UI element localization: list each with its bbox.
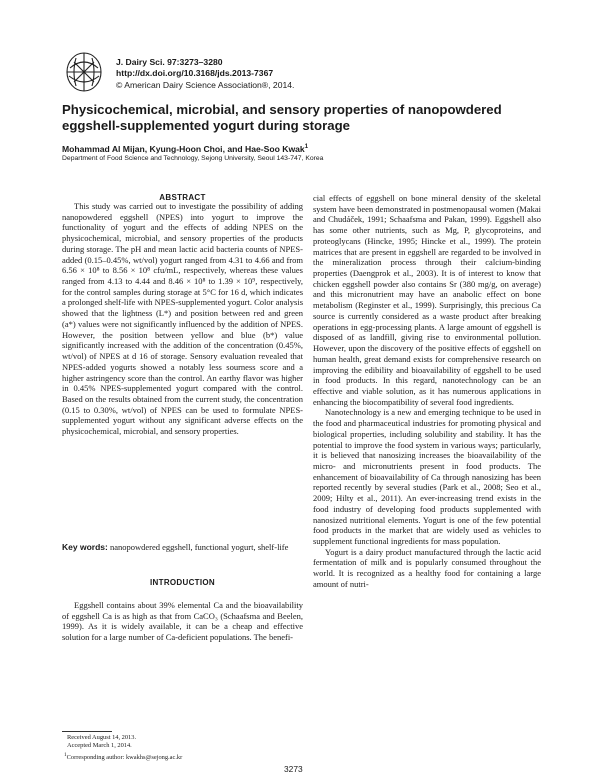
- right-column: [313, 193, 541, 590]
- corresponding-text: Corresponding author: kwakhs@sejong.ac.kr: [66, 753, 183, 761]
- introduction-body: [62, 600, 303, 643]
- page-number: 3273: [284, 764, 303, 774]
- accepted-date: Accepted March 1, 2014.: [67, 742, 132, 750]
- right-paragraph-2: Nanotechnology is a new and emerging technique to be used in the food and pharmaceutical industries for promoting physical and biological properties, including solubility and stability. It has the potential to improve the food system in various ways; particularly, it is believed that nanosizing increases the bioavailability of the micro- and micronutrients present in food products. The enhancement of bioavailability of Ca through nanosizing has been reported recently by several studies (Park et al., 2008; Seo et al., 2009; Hilty et al., 2011). An ever-increasing trend exists in the food industry of developing food products supplemented with nanosized nutritional elements. Yogurt is one of the few potential food products in the market that are widely used as vehicles to supplement functional ingredients for mass population.: [313, 407, 541, 546]
- keywords: [62, 542, 303, 553]
- journal-logo: [62, 50, 106, 94]
- abstract-body: [62, 201, 303, 437]
- corresponding-mark: 1: [64, 751, 67, 758]
- received-date: Received August 14, 2013.: [67, 734, 137, 741]
- keywords-text: nanopowdered eggshell, functional yogurt, shelf-life: [109, 542, 289, 552]
- right-paragraph-3: Yogurt is a dairy product manufactured through the lactic acid fermentation of milk and is popularly consumed throughout the world. It is recognized as a healthy food for containing a large amount of nutri-: [313, 546, 541, 589]
- authors: [62, 144, 308, 154]
- doi-link[interactable]: http://dx.doi.org/10.3168/jds.2013-7367: [116, 68, 274, 79]
- author-names: Mohammad Al Mijan, Kyung-Hoon Choi, and Hae-Soo Kwak: [62, 144, 305, 154]
- keywords-label: Key words:: [62, 542, 108, 552]
- citation-block: [116, 57, 294, 91]
- abstract-heading: ABSTRACT: [159, 193, 206, 202]
- corresponding-author: [62, 751, 182, 763]
- right-paragraph-1: cial effects of eggshell on bone mineral density of the skeletal system have been demonstrated in postmenopausal women (Makai and Chudáček, 1991; Schaafsma and Pakan, 1999). Eggshell also has some other nutrients, such as Mg, P, glycoproteins, and proteoglycans (Hincke, 1995; Hincke et al., 1999). The protein matrices that are present in eggshell are regarded to be involved in the mineralization process through their calcium-binding properties (Daengprok et al., 2003). It is of interest to know that chicken eggshell powder also contains Sr (380 mg/g, on average) and this micronutrient may have an anabolic effect on bone metabolism (Reginster et al., 1999). Surprisingly, this precious Ca source is currently considered as a waste product after breaking operations in egg-processing plants. A large amount of eggshell is disposed of as landfill, giving rise to environmental pollution. However, upon the discovery of the positive effects of eggshell on human health, great demand exists for comprehensive research on improving the edibility and bioavailability of eggshell to be used in food products. In this regard, nanotechnology can be an effective and viable solution, as it has numerous applications in enhancing the biocompatibility of several food ingredients.: [313, 193, 541, 407]
- introduction-heading: INTRODUCTION: [150, 578, 215, 587]
- abstract-text: This study was carried out to investigate the possibility of adding nanopowdered eggshell (NPES) into yogurt to improve the functionality of yogurt and the effects of adding NPES on the physicochemical, microbial, and sensory properties of the products during storage. The pH and mean lactic acid bacteria counts of NPES-added (0.15–0.45%, wt/vol) yogurt ranged from 4.31 to 4.66 and from 6.56 × 10⁸ to 8.56 × 10⁸ cfu/mL, respectively, whereas these values ranged from 4.13 to 4.44 and 8.46 × 10⁸ to 1.39 × 10⁹, respectively, for the control samples during storage at 5°C for 16 d, which indicates a prolonged shelf-life with NPES-supplemented yogurt. Color analysis showed that the lightness (L*) and position between red and green (a*) values were not significantly influenced by the addition of NPES. However, the position between yellow and blue (b*) value significantly increased with the addition of the concentration (0.45%, wt/vol) of NPES at d 16 of storage. Sensory evaluation revealed that NPES-added yogurts showed a notably less sourness score and a higher astringency score than the control. An earthy flavor was higher in 0.45% NPES-supplemented yogurt compared with the control. Based on the results obtained from the current study, the concentration (0.15 to 0.30%, wt/vol) of NPES can be used to formulate NPES-supplemented yogurt without any significant adverse effects on the physicochemical, microbial, and sensory properties.: [62, 201, 303, 437]
- footnotes: [62, 734, 182, 762]
- article-title: Physicochemical, microbial, and sensory properties of nanopowdered eggshell-supplemented yogurt during storage: [62, 102, 502, 133]
- copyright: © American Dairy Science Association®, 2014.: [116, 79, 295, 90]
- introduction-paragraph: Eggshell contains about 39% elemental Ca and the bioavailability of eggshell Ca is as high as that from CaCO₃ (Schaafsma and Beelen, 1999). As it is widely available, it can be a cheap and effective solution for a large number of Ca-deficient populations. The benefi-: [62, 600, 303, 643]
- affiliation: Department of Food Science and Technology, Sejong University, Seoul 143-747, Korea: [62, 155, 324, 162]
- footnote-rule: [62, 731, 112, 732]
- author-mark: 1: [304, 144, 309, 151]
- journal-citation: J. Dairy Sci. 97:3273–3280: [116, 57, 223, 67]
